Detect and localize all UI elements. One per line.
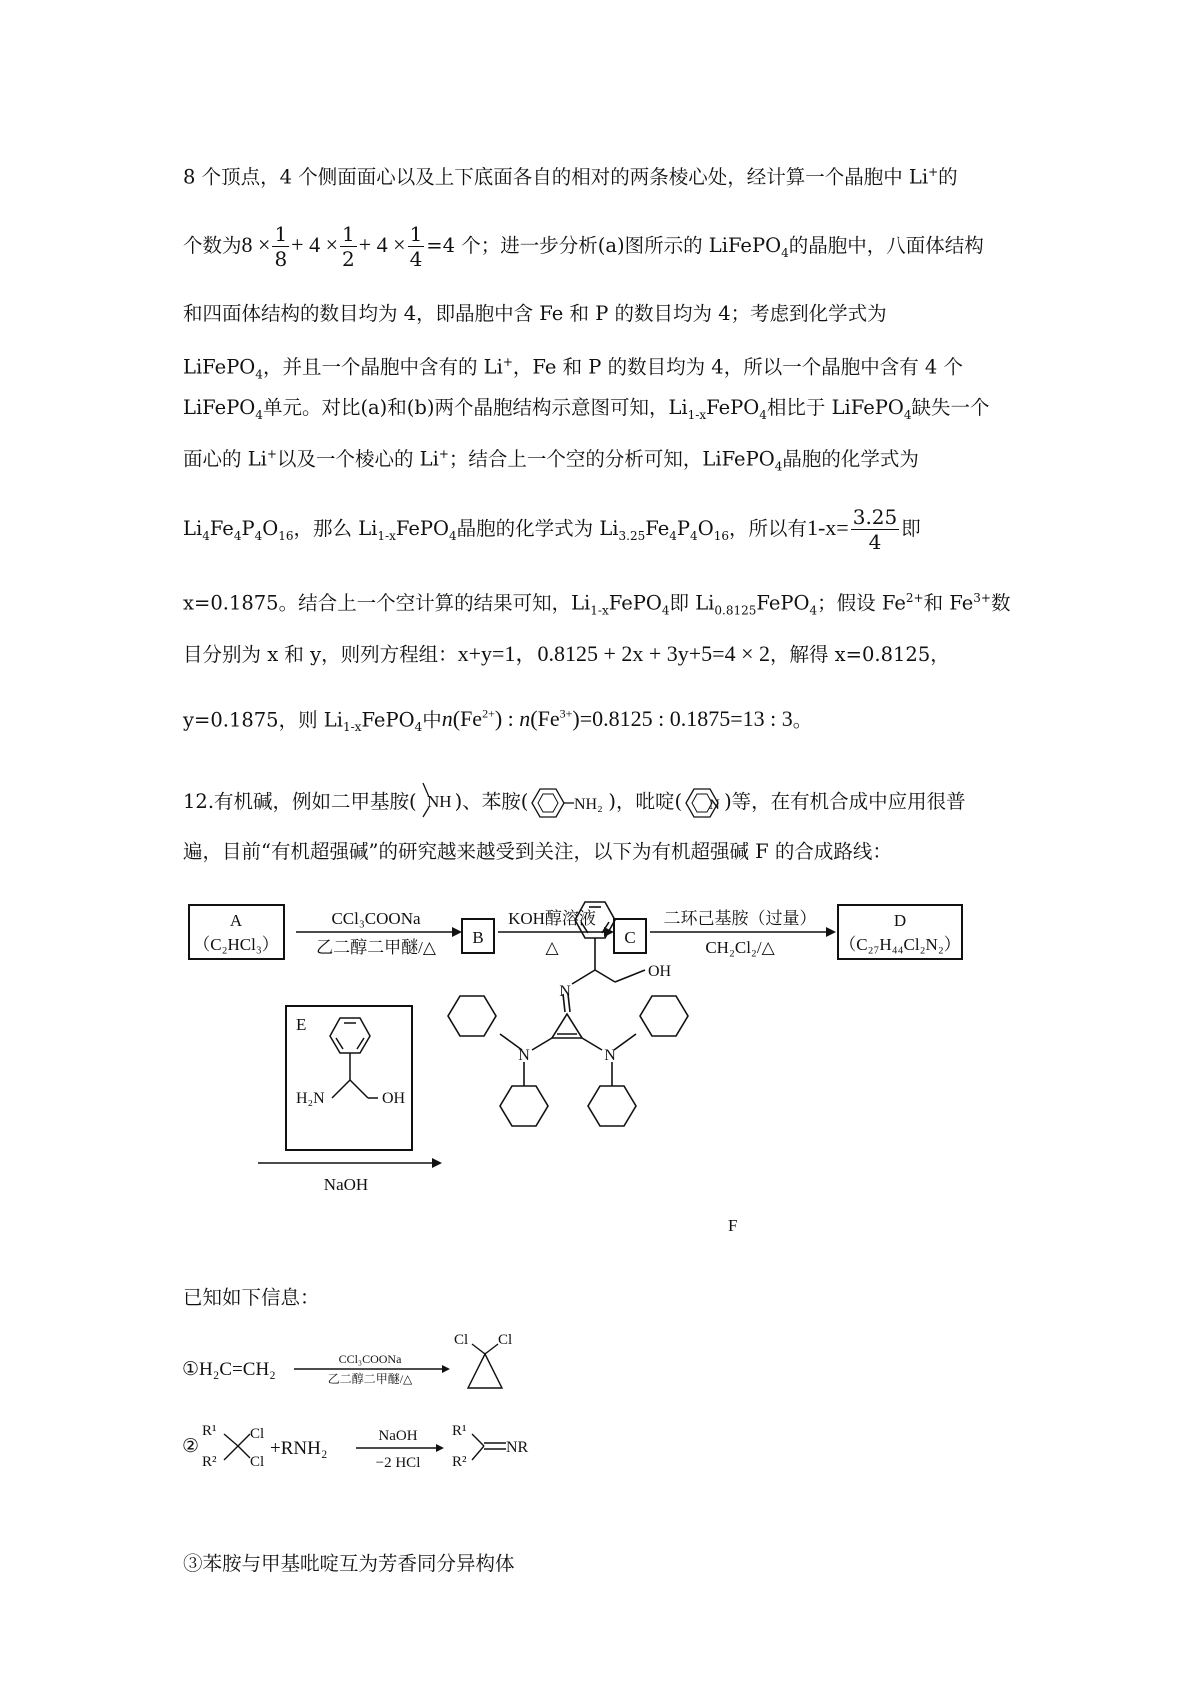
- subscript: 4: [774, 459, 783, 474]
- text: 8 个顶点，4 个侧面面心以及上下底面各自的相对的两条棱心处，经计算一个晶胞中 Li: [183, 165, 929, 189]
- reaction-1-reagent: CCl₃COONa: [338, 1352, 402, 1366]
- text: 即: [901, 517, 921, 540]
- reaction-2-arrow-head: [436, 1444, 444, 1452]
- fraction-denominator: 8: [274, 247, 288, 271]
- fraction-denominator: 4: [868, 530, 882, 554]
- superscript: 3+: [559, 707, 573, 721]
- subscript: 4: [781, 245, 789, 260]
- math-var: n: [441, 706, 453, 732]
- imine-product: [472, 1434, 506, 1460]
- text-line: [183, 440, 919, 480]
- fraction: [408, 222, 425, 271]
- text: 遍，目前“有机超强碱”的研究越来越受到关注，以下为有机超强碱 F 的合成路线：: [183, 840, 892, 863]
- math-text: :: [502, 706, 520, 732]
- known-info-heading: [183, 1284, 320, 1312]
- text: y=0.1875，则 Li: [183, 708, 343, 732]
- text: FePO: [395, 517, 450, 540]
- cl-label: Cl: [498, 1332, 513, 1348]
- subscript: 4: [255, 367, 263, 382]
- formula-a: （C₂HCl₃）: [193, 935, 279, 954]
- fraction-denominator: 4: [409, 247, 423, 271]
- math-expr: + 4 ×: [358, 232, 406, 257]
- text: 和 Fe: [923, 591, 974, 615]
- f-imine-n: N: [559, 983, 571, 1000]
- superscript: +: [502, 355, 513, 369]
- text-line: [183, 158, 958, 192]
- subscript: 4: [414, 720, 423, 735]
- text: Li: [183, 517, 203, 540]
- text: =4 个；进一步分析(a)图所示的 LiFePO: [426, 234, 782, 257]
- fraction-numerator: 1: [342, 222, 355, 246]
- text-line: [183, 640, 950, 669]
- text-line: [183, 300, 887, 328]
- math-expr: 1-x=: [806, 515, 849, 540]
- text: 的晶胞中，八面体结构: [788, 234, 984, 257]
- text: O: [262, 517, 279, 540]
- superscript: 2+: [482, 707, 495, 721]
- text-line-fraction: [183, 498, 921, 566]
- text-line: [183, 584, 1010, 624]
- fraction-denominator: 2: [342, 247, 355, 271]
- question-12-line1: [183, 788, 966, 817]
- text: 的: [938, 165, 958, 189]
- text: ，Fe 和 P 的数目均为 4，所以一个晶胞中含有 4 个: [512, 355, 964, 379]
- text: 已知如下信息：: [183, 1286, 320, 1309]
- fraction: [340, 222, 357, 271]
- subscript: 4: [669, 528, 677, 543]
- r2-label: R²: [202, 1454, 217, 1470]
- synthesis-scheme: [0, 890, 1200, 1290]
- r1-label: R¹: [202, 1423, 217, 1439]
- text: 缺失一个: [911, 396, 990, 419]
- reaction-1-arrow-head: [442, 1365, 450, 1373]
- pyridine-n-label: N: [709, 796, 720, 813]
- subscript: 4: [903, 407, 912, 422]
- subscript: 1-x: [342, 720, 362, 735]
- equation: x+y=1，: [457, 641, 538, 666]
- superscript: 2+: [905, 591, 924, 605]
- text: ③苯胺与甲基吡啶互为芳香同分异构体: [183, 1552, 515, 1575]
- text: )，吡啶(: [608, 790, 683, 813]
- f-amine-n-left: N: [518, 1047, 530, 1064]
- math-expr: 8 ×: [241, 232, 271, 257]
- known-reactions: [180, 1330, 880, 1540]
- reaction-1-condition: 乙二醇二甲醚/△: [327, 1372, 413, 1386]
- reaction-2-mark: ②: [182, 1436, 200, 1457]
- text: LiFePO: [183, 355, 256, 379]
- arrow-2-reagent: KOH醇溶液: [508, 909, 596, 928]
- subscript: 4: [233, 528, 242, 543]
- subscript: 4: [661, 603, 670, 618]
- text: ；结合上一个空的分析可知，LiFePO: [448, 447, 775, 471]
- text: 即 Li: [669, 591, 715, 615]
- text: P: [241, 517, 255, 540]
- text: Fe: [209, 517, 234, 540]
- text: FePO: [608, 591, 662, 615]
- reaction-2-amine: +RNH₂: [270, 1438, 328, 1459]
- text: P: [676, 517, 691, 540]
- question-12-line2: [183, 838, 892, 866]
- r1-label: R¹: [452, 1423, 467, 1439]
- text: 。: [792, 708, 813, 732]
- subscript: 1-x: [377, 528, 396, 543]
- cl-label: Cl: [250, 1426, 265, 1442]
- text: 晶胞的化学式为: [782, 447, 919, 471]
- text: FePO: [706, 396, 760, 419]
- e-structure: [330, 1018, 378, 1098]
- subscript: 16: [713, 528, 729, 543]
- formula-d: （C₂₇H₄₄Cl₂N₂）: [839, 935, 961, 954]
- dimethylamine-structure: [417, 789, 455, 817]
- fraction-numerator: 1: [409, 222, 423, 246]
- arrow-3-reagent: 二环己基胺（过量）: [663, 909, 817, 928]
- subscript: 1-x: [687, 407, 707, 422]
- label-f: F: [728, 1216, 738, 1235]
- aniline-structure: [528, 789, 608, 817]
- text: LiFePO: [183, 396, 256, 419]
- text-line: [183, 394, 990, 429]
- superscript: 3+: [973, 591, 991, 605]
- subscript: 0.8125: [714, 603, 757, 618]
- reaction-2-byproduct: −2 HCl: [375, 1455, 421, 1471]
- superscript: +: [438, 447, 449, 461]
- subscript: 16: [278, 528, 294, 543]
- math-var: n: [519, 706, 531, 732]
- text: O: [697, 517, 714, 540]
- reaction-1-reactant: ①H₂C=CH₂: [182, 1359, 276, 1380]
- text: ，并且一个晶胞中含有的 Li: [262, 355, 503, 379]
- text: 面心的 Li: [183, 447, 267, 471]
- subscript: 4: [759, 407, 767, 422]
- superscript: +: [928, 165, 939, 179]
- nh2-label: NH₂: [574, 795, 604, 813]
- fraction-numerator: 1: [274, 222, 288, 246]
- text-line: [183, 348, 963, 388]
- fraction: [272, 222, 289, 271]
- subscript: 4: [690, 528, 698, 543]
- label-c: C: [624, 928, 636, 947]
- text-line-fractions: [183, 215, 984, 283]
- text: FePO: [756, 591, 810, 615]
- cl-label: Cl: [454, 1332, 469, 1348]
- text: 单元。对比(a)和(b)两个晶胞结构示意图可知，Li: [262, 396, 688, 419]
- text: ，所以有: [728, 517, 807, 540]
- label-d: D: [893, 911, 907, 930]
- nh-label: NH: [426, 791, 452, 811]
- dichloro-reactant: [224, 1434, 250, 1460]
- subscript: 4: [255, 407, 263, 422]
- reaction-2-reagent: NaOH: [378, 1428, 418, 1444]
- text: )、苯胺(: [454, 790, 529, 813]
- arrow-3-condition: CH₂Cl₂/△: [705, 938, 775, 957]
- text: )等，在有机合成中应用很普: [724, 790, 966, 813]
- text: 中: [422, 708, 442, 732]
- arrow-3-head: [826, 927, 836, 937]
- ratio-expression: $n(Fe^{2+})$ : $n(Fe^{3+})=0.8125$ : 0.1875=13 : 3: [441, 706, 793, 732]
- superscript: +: [266, 447, 277, 461]
- arrow-2-condition: △: [545, 938, 559, 957]
- subscript: 1-x: [590, 603, 609, 618]
- subscript: 4: [254, 528, 263, 543]
- label-e: E: [296, 1015, 307, 1034]
- pyridine-structure: [682, 789, 724, 817]
- cl-label: Cl: [250, 1454, 265, 1470]
- equation: 0.8125 + 2x + 3y+5=4 × 2: [537, 641, 770, 666]
- info-3: [183, 1550, 515, 1578]
- math-text: Fe: [537, 706, 560, 732]
- text: 12.有机碱，例如二甲基胺(: [183, 790, 417, 813]
- text: x=0.1875。结合上一个空计算的结果可知，Li: [183, 591, 591, 615]
- arrow-1-head: [452, 927, 462, 937]
- text: 和四面体结构的数目均为 4，即晶胞中含 Fe 和 P 的数目均为 4；考虑到化学式为: [183, 302, 887, 325]
- f-amine-n-right: N: [604, 1047, 616, 1064]
- arrow-4-head: [432, 1158, 442, 1168]
- math-expr: + 4 ×: [291, 232, 338, 257]
- aniline-svg: [528, 785, 608, 821]
- math-text: Fe: [460, 706, 483, 732]
- math-text: =0.8125 : 0.1875=13 : 3: [579, 706, 793, 732]
- text: FePO: [361, 708, 415, 732]
- text: 目分别为 x 和 y，则列方程组：: [183, 643, 458, 666]
- dimethylamine-svg: [417, 781, 455, 817]
- text: 晶胞的化学式为 Li: [456, 517, 619, 540]
- text: Fe: [645, 517, 670, 540]
- text: ，那么 Li: [293, 517, 378, 540]
- nr-label: NR: [506, 1439, 529, 1456]
- text: 数: [990, 591, 1011, 615]
- r2-label: R²: [452, 1454, 467, 1470]
- e-oh-label: OH: [382, 1090, 406, 1107]
- e-h2n-label: H₂N: [296, 1090, 325, 1107]
- text: ；假设 Fe: [817, 591, 906, 615]
- text: 相比于 LiFePO: [766, 396, 904, 419]
- pyridine-svg: [682, 785, 724, 821]
- subscript: 4: [202, 528, 210, 543]
- text: 个数为: [183, 234, 242, 257]
- f-structure: [448, 902, 688, 1126]
- subscript: 4: [449, 528, 457, 543]
- text-line: [183, 700, 812, 741]
- fraction: [851, 505, 900, 554]
- subscript: 3.25: [618, 528, 646, 543]
- arrow-4-reagent: NaOH: [323, 1175, 369, 1194]
- label-b: B: [472, 928, 484, 947]
- label-a: A: [229, 911, 243, 930]
- arrow-1-reagent: CCl₃COONa: [331, 909, 421, 928]
- f-oh-label: OH: [648, 963, 672, 980]
- text: 以及一个棱心的 Li: [276, 447, 439, 471]
- subscript: 4: [809, 603, 818, 618]
- dichlorocyclopropane: [468, 1344, 502, 1388]
- fraction-numerator: 3.25: [852, 505, 898, 529]
- text: ，解得 x=0.8125，: [769, 643, 950, 666]
- arrow-1-condition: 乙二醇二甲醚/△: [316, 938, 436, 957]
